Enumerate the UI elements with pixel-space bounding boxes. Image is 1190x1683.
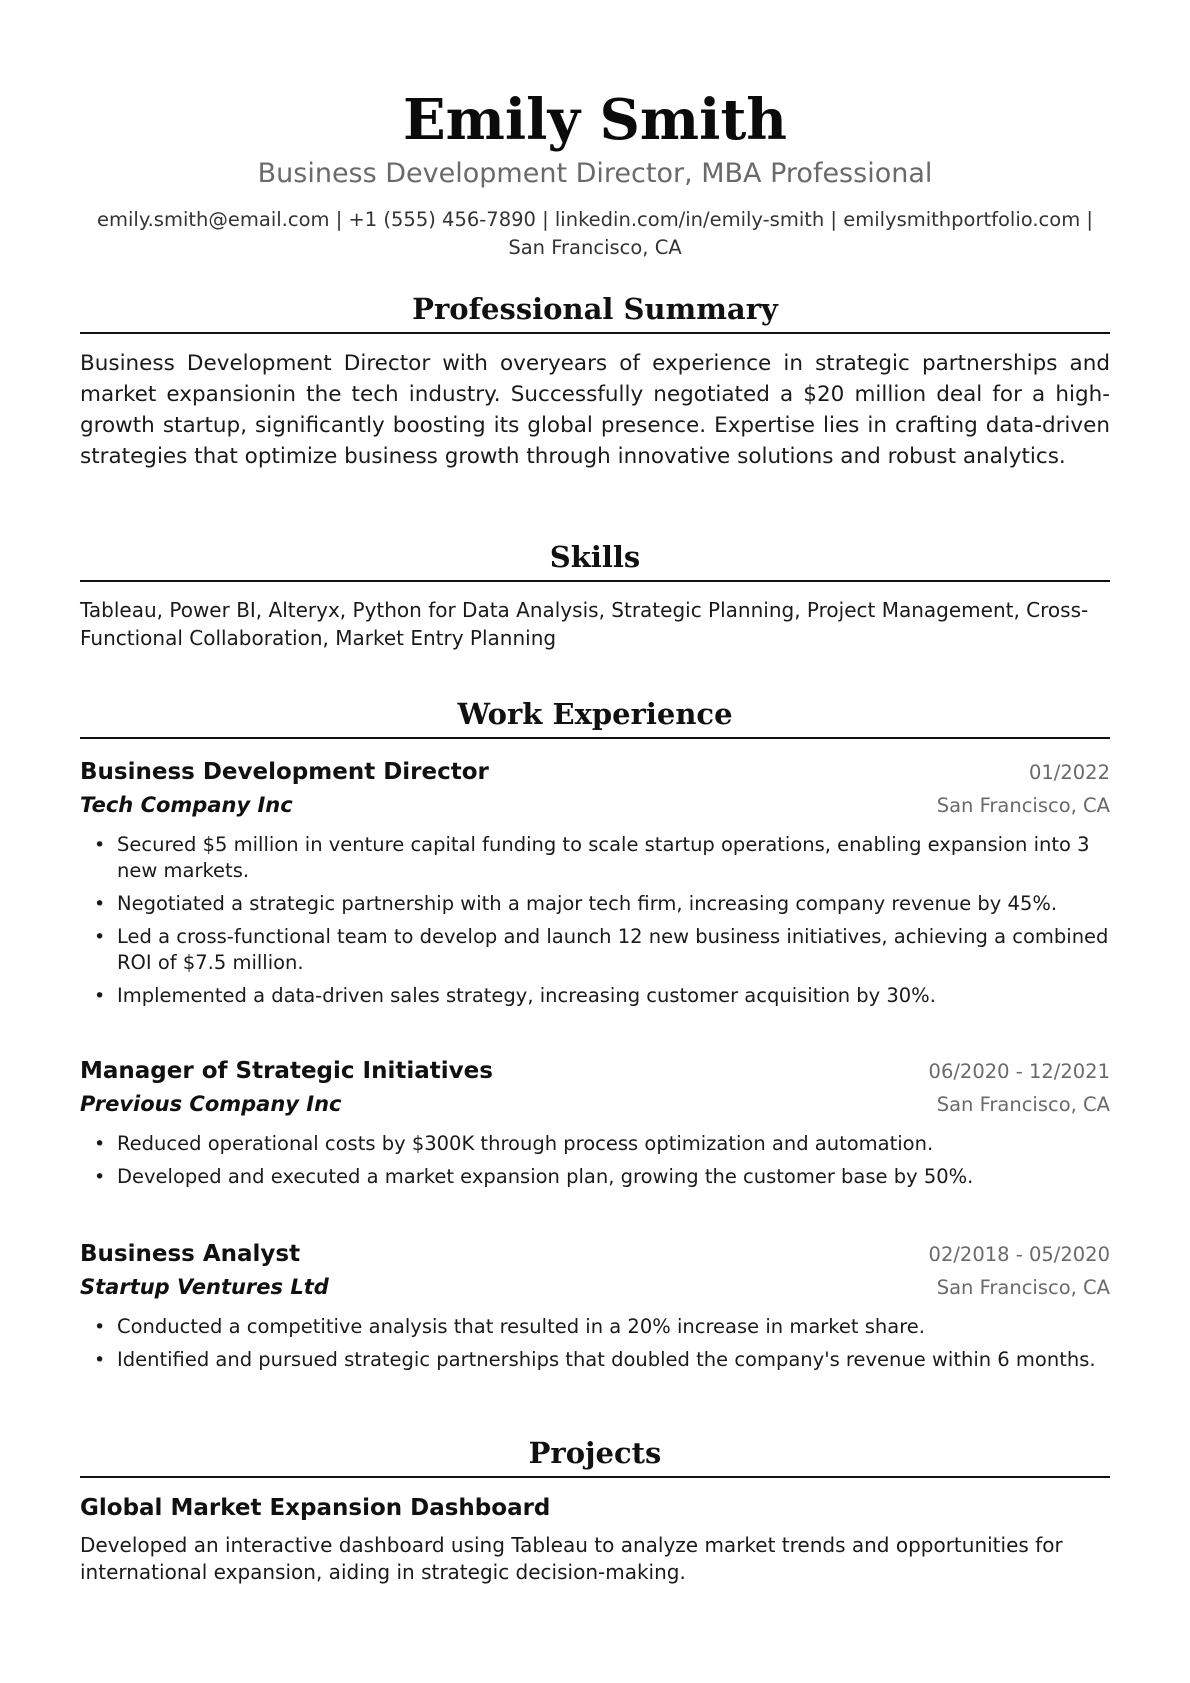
job-title: Business Analyst	[80, 1241, 301, 1267]
bullet-text: Negotiated a strategic partnership with a major tech firm, increasing company revenue by 45%.	[117, 892, 1058, 915]
projects-title: Projects	[80, 1434, 1110, 1478]
job-date: 01/2022	[1028, 761, 1110, 784]
bullet-text: Implemented a data-driven sales strategy, increasing customer acquisition by 30%.	[117, 984, 936, 1007]
project-name: Global Market Expansion Dashboard	[80, 1495, 551, 1521]
project-description: Developed an interactive dashboard using Tableau to analyze market trends and opportunities for international expansion, aiding in strategic decision-making.	[80, 1533, 1063, 1584]
skills-title: Skills	[80, 538, 1110, 582]
job-date: 02/2018 - 05/2020	[928, 1243, 1110, 1266]
job-bullets	[80, 1314, 1110, 1373]
bullet-text: Identified and pursued strategic partnerships that doubled the company's revenue within 6 months.	[117, 1348, 1096, 1371]
summary-section	[80, 290, 1110, 472]
candidate-name: Emily Smith	[402, 87, 788, 153]
bullet-icon: •	[94, 1316, 106, 1338]
bullet-item	[80, 891, 1110, 917]
job-entry	[80, 756, 1110, 1016]
bullet-icon: •	[94, 1349, 106, 1371]
bullet-item	[80, 1131, 1110, 1157]
job-location: San Francisco, CA	[936, 1093, 1110, 1116]
bullet-item	[80, 1164, 1110, 1190]
company-name: Tech Company Inc	[80, 793, 293, 817]
bullet-icon: •	[94, 1133, 106, 1155]
company-name: Startup Ventures Ltd	[80, 1275, 329, 1299]
job-bullets	[80, 1131, 1110, 1190]
job-title: Business Development Director	[80, 759, 489, 785]
job-entry	[80, 1055, 1110, 1197]
projects-section	[80, 1434, 1110, 1586]
resume-header	[80, 0, 1110, 262]
bullet-item	[80, 1347, 1110, 1373]
bullet-text: Secured $5 million in venture capital funding to scale startup operations, enabling expansion into 3 new markets.	[117, 833, 1090, 882]
bullet-text: Led a cross-functional team to develop and launch 12 new business initiatives, achieving a combined ROI of $7.5 million.	[117, 925, 1109, 974]
bullet-icon: •	[94, 926, 106, 948]
summary-title: Professional Summary	[80, 290, 1110, 334]
contact-info: emily.smith@email.com | +1 (555) 456-7890 | linkedin.com/in/emily-smith | emilysmithportfolio.com | San Francisco, CA	[97, 208, 1093, 259]
job-entry	[80, 1238, 1110, 1380]
skills-text: Tableau, Power BI, Alteryx, Python for Data Analysis, Strategic Planning, Project Management, Cross-Functional Collaboration, Market Entry Planning	[80, 598, 1089, 650]
bullet-icon: •	[94, 893, 106, 915]
bullet-item	[80, 924, 1110, 976]
company-name: Previous Company Inc	[80, 1092, 342, 1116]
job-location: San Francisco, CA	[936, 1276, 1110, 1299]
bullet-item	[80, 1314, 1110, 1340]
bullet-icon: •	[94, 1166, 106, 1188]
experience-section	[80, 695, 1110, 739]
bullet-text: Conducted a competitive analysis that resulted in a 20% increase in market share.	[117, 1315, 925, 1338]
job-date: 06/2020 - 12/2021	[928, 1060, 1110, 1083]
bullet-text: Developed and executed a market expansion plan, growing the customer base by 50%.	[117, 1165, 974, 1188]
job-title: Manager of Strategic Initiatives	[80, 1058, 493, 1084]
job-location: San Francisco, CA	[936, 794, 1110, 817]
bullet-item	[80, 832, 1110, 884]
bullet-icon: •	[94, 985, 106, 1007]
bullet-text: Reduced operational costs by $300K through process optimization and automation.	[117, 1132, 934, 1155]
experience-title: Work Experience	[80, 695, 1110, 739]
skills-section	[80, 538, 1110, 652]
summary-text: Business Development Director with overyears of experience in strategic partnerships and market expansionin the tech industry. Successfully negotiated a $20 million deal for a high-growth startup, significantly boosting its global presence. Expertise lies in crafting data-driven strategies that optimize business growth through innovative solutions and robust analytics.	[80, 351, 1110, 469]
job-bullets	[80, 832, 1110, 1009]
bullet-item	[80, 983, 1110, 1009]
candidate-headline: Business Development Director, MBA Professional	[257, 158, 933, 189]
bullet-icon: •	[94, 834, 106, 856]
